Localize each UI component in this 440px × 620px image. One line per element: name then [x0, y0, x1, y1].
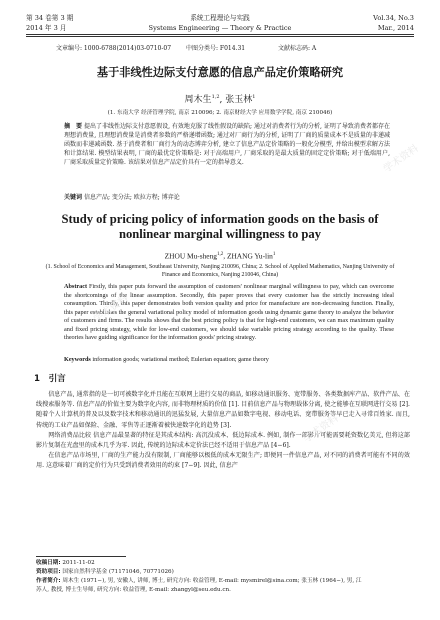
date-cn: 2014 年 3 月 — [26, 24, 67, 32]
author-2-en-affil: 1 — [272, 252, 276, 257]
footnote-bio-cont: 苏人, 教授, 博士生导师, 研究方向: 收益管理, E-mail: zhangyl@seu.edu.cn. — [36, 587, 231, 593]
header-line-1 — [26, 14, 414, 22]
title-cn: 基于非线性边际支付意愿的信息产品定价策略研究 — [96, 66, 344, 79]
keywords-en-text: information goods; variational method; Eulerian equation; game theory — [92, 356, 269, 363]
author-1-cn-affil: 1,2 — [211, 94, 220, 100]
header-line-2 — [26, 24, 414, 32]
section-1-body — [36, 390, 410, 472]
journal-name-cn: 系统工程理论与实践 — [190, 14, 250, 22]
author-2-cn-affil: 1 — [252, 94, 256, 100]
keywords-en — [64, 356, 394, 364]
header-rule — [26, 34, 414, 35]
abstract-cn-label: 摘 要 — [64, 123, 83, 130]
title-en-line-2: nonlinear marginal willingness to pay — [119, 227, 321, 241]
received-label: 收稿日期: — [36, 560, 61, 566]
title-en — [0, 212, 440, 242]
date-en: Mar., 2014 — [377, 24, 414, 32]
article-number: 文章编号: 1000-6788(2014)03-0710-07 — [56, 45, 172, 52]
title-en-line-1: Study of pricing policy of information goods on the basis of — [61, 212, 379, 226]
paragraph-1: 信息产品, 通常指的是一切可被数字化并且能在互联网上进行交易的商品, 如移动通讯服务、宽带服务、各类数据库产品、软件产品、在线搜索服务等. 信息产品的价值主要为数字化内容, 而非物理材质的价值 [1]. 目前信息产品与物理载体分离, 使之能够在互联网进行交易 [2]. 随着个人计算机的普及以及数字技术和移动通讯的迅猛发展, 大量信息产品如数字电视、移动电话、宽带服务等早已走入寻常百姓家. 而且, 传统的工业产品如保险、金融、零售等正逐渐着被快速数字化的趋势 [3]. — [36, 391, 410, 429]
authors-cn — [0, 92, 440, 106]
author-2-cn: 张玉林 — [225, 95, 253, 105]
paragraph-3: 在信息产品市场里, 厂商的生产能力没有限制, 厂商能够以极低的成本无限生产; 即便同一件信息产品, 对不同的消费者可能有不同的效用. 这意味着厂商的定价行为只受到消费者效用的约束 [7−9]. 因此, 信息产 — [36, 452, 410, 470]
section-1-heading: 1 引言 — [34, 374, 66, 384]
keywords-cn — [64, 194, 390, 202]
bio-label: 作者简介: — [36, 578, 61, 584]
author-1-en: ZHOU Mu-sheng — [164, 251, 217, 261]
received-date: 2011-11-02 — [62, 560, 95, 566]
journal-name-en: Systems Engineering — Theory & Practice — [148, 24, 292, 32]
footnote-bio — [36, 577, 410, 586]
keywords-cn-label: 关键词 — [64, 194, 83, 201]
footnote-fund — [36, 568, 410, 577]
abstract-cn — [64, 122, 390, 167]
volume-en: Vol.34, No.3 — [373, 14, 414, 22]
fund-text: 国家自然科学基金 (71171046, 70771026) — [62, 569, 174, 575]
author-2-en: ZHANG Yu-lin — [226, 251, 273, 261]
paragraph-2: 网络消费品比较 信息产品最显著的特征是其成本结构: 高沉没成本、低边际成本. 例如, 制作一部影片可能需要耗资数亿美元, 但将这部影片复制在光盘里的成本几乎为零. 因此, 传统的边际成本定价法已经不适用于信息产品 [4−6]. — [36, 431, 410, 450]
footnote-rule — [36, 556, 126, 557]
document-code: 文献标志码: A — [278, 45, 317, 52]
author-1-en-affil: 1,2 — [216, 252, 224, 257]
keywords-cn-text: 信息产品; 变分法; 欧拉方程; 博弈论 — [83, 194, 180, 201]
author-separator-cn: , — [219, 95, 226, 105]
author-separator-en: , — [223, 251, 227, 261]
clc-number: 中图分类号: F014.31 — [186, 45, 246, 52]
watermark-1: 学术资料 — [381, 143, 421, 176]
abstract-cn-text: 提出了非线性边际支付意愿假设, 有效地克服了线性假设的缺陷; 通过对消费者行为的分析, 证明了导致消费者都存在理想消费量, 且理想消费量是消费者参数的严格递增函数; 通过对厂商行为的分析, 证明了厂商的质量成本不是质量的非递减函数而非递减函数. 基于消费者和厂商行为的动态博弈分析, 建立了信息产品定价策略的一般化分模型, 并给出模型求解方法和计算结果. 模型结果表明, 厂商的最优定价策略是: 对于高端用户, 厂商采取的是最大质量的固定定价策略; 对于低端用户, 厂商采取质量定价策略. 该结果对信息产品定价具有一定的指导意义. — [64, 123, 390, 166]
footnotes — [36, 559, 410, 595]
watermark-2: 学术资料 — [301, 413, 341, 446]
affiliation-cn: (1. 东南大学 经济管理学院, 南京 210096; 2. 南京财经大学 应用数学学院, 南京 210046) — [107, 110, 333, 116]
bio-text-1: 周木生 (1971−), 男, 安徽人, 讲师, 博士, 研究方向: 收益管理, E-mail: mysmirel@sina.com; 张玉林 (1964−), 男, 江 — [62, 578, 362, 584]
affiliation-en: (1. School of Economics and Management, Southeast University, Nanjing 210096, China; 2. School of Applied Mathematics, Nanjing University of Finance and Economics, Nanjing 210046, China) — [45, 264, 395, 278]
author-1-cn: 周木生 — [184, 95, 212, 105]
volume-cn: 第 34 卷第 3 期 — [26, 14, 74, 22]
abstract-en — [64, 283, 394, 343]
abstract-en-label: Abstract — [64, 283, 88, 290]
fund-label: 资助项目: — [36, 569, 61, 575]
keywords-en-label: Keywords — [64, 356, 91, 363]
header-rule-thin — [26, 36, 414, 37]
abstract-en-text: Firstly, this paper puts forward the assumption of customers' nonlinear marginal willingness to pay, which can overcome the shortcomings of the linear assumption. Secondly, this paper proves that every customer has the strictly increasing ideal consumption. Thirdly, this paper demonstrates both version quality and price for manufacture are non-decreasing function. Finally, this paper establishes the general variational policy model of information goods using dynamic game theory to analyze the behavior of customers and firms. The results shows that the best pricing policy is that for high-end customers, we can max maximum quality and fixed pricing strategy, while for low-end customers, we should take variable pricing strategy according to the quality. These theories have guiding significance for the information goods' pricing strategy. — [64, 283, 395, 341]
authors-en — [0, 250, 440, 260]
watermark-3: 学术资料 — [91, 293, 131, 326]
footnote-received — [36, 559, 410, 568]
